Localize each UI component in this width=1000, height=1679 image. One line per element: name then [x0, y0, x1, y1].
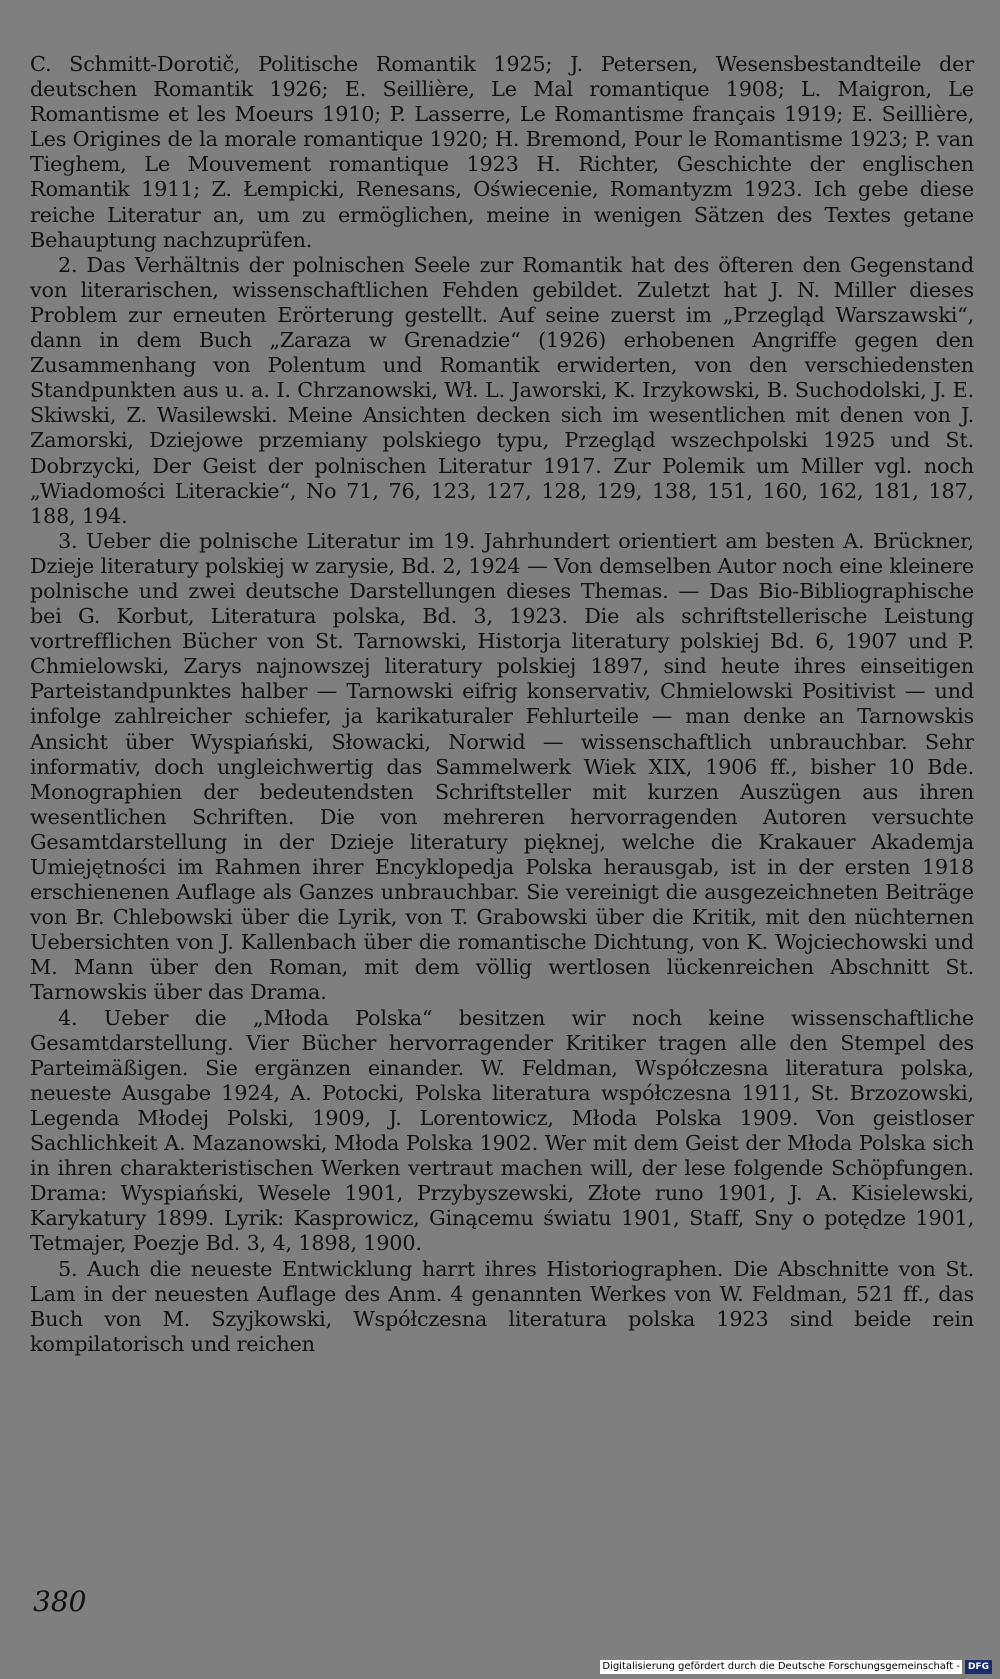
- footnote-paragraph-2: 2. Das Verhältnis der polnischen Seele zur Romantik hat des öfteren den Gegenstand von literarischen, wissenschaftlichen Fehden gebildet. Zuletzt hat J. N. Miller dieses Problem zur erneuten Erörterung gestellt. Auf seine zuerst im „Przegląd Warszawski“, dann in dem Buch „Zaraza w Grenadzie“ (1926) erhobenen Angriffe gegen den Zusammenhang von Polentum und Romantik erwiderten, von den verschiedensten Standpunkten aus u. a. I. Chrzanowski, Wł. L. Jaworski, K. Irzykowski, B. Suchodolski, J. E. Skiwski, Z. Wasilewski. Meine Ansichten decken sich im wesentlichen mit denen von J. Zamorski, Dziejowe przemiany polskiego typu, Przegląd wszechpolski 1925 und St. Dobrzycki, Der Geist der polnischen Literatur 1917. Zur Polemik um Miller vgl. noch „Wiadomości Literackie“, No 71, 76, 123, 127, 128, 129, 138, 151, 160, 162, 181, 187, 188, 194.: [30, 252, 974, 528]
- footnote-paragraph-1: C. Schmitt-Dorotič, Politische Romantik 1925; J. Petersen, Wesensbestandteile der deutschen Romantik 1926; E. Seillière, Le Mal romantique 1908; L. Maigron, Le Romantisme et les Moeurs 1910; P. Lasserre, Le Romantisme français 1919; E. Seillière, Les Origines de la morale romantique 1920; H. Bremond, Pour le Romantisme 1923; P. van Tieghem, Le Mouvement romantique 1923 H. Richter, Geschichte der englischen Romantik 1911; Z. Łempicki, Renesans, Oświecenie, Romantyzm 1923. Ich gebe diese reiche Literatur an, um zu ermöglichen, meine in wenigen Sätzen des Textes getane Behauptung nachzuprüfen.: [30, 52, 974, 252]
- page-number: 380: [33, 1585, 87, 1618]
- footer-credit-text: Digitalisierung gefördert durch die Deutsche Forschungsgemeinschaft -: [602, 1661, 960, 1672]
- digitization-footer: [600, 1660, 992, 1674]
- footnote-paragraph-4: 4. Ueber die „Młoda Polska“ besitzen wir noch keine wissenschaftliche Gesamtdarstellung. Vier Bücher hervorragender Kritiker tragen alle den Stempel des Parteimäßigen. Sie ergänzen einander. W. Feldman, Współczesna literatura polska, neueste Ausgabe 1924, A. Potocki, Polska literatura współczesna 1911, St. Brzozowski, Legenda Młodej Polski, 1909, J. Lorentowicz, Młoda Polska 1909. Von geistloser Sachlichkeit A. Mazanowski, Młoda Polska 1902. Wer mit dem Geist der Młoda Polska sich in ihren charakteristischen Werken vertraut machen will, der lese folgende Schöpfungen. Drama: Wyspiański, Wesele 1901, Przybyszewski, Złote runo 1901, J. A. Kisielewski, Karykatury 1899. Lyrik: Kasprowicz, Ginącemu światu 1901, Staff, Sny o potędze 1901, Tetmajer, Poezje Bd. 3, 4, 1898, 1900.: [30, 1005, 974, 1256]
- document-page: [30, 52, 974, 1357]
- footnote-paragraph-5: 5. Auch die neueste Entwicklung harrt ihres Historiographen. Die Abschnitte von St. Lam in der neuesten Auflage des Anm. 4 genannten Werkes von W. Feldman, 521 ff., das Buch von M. Szyjkowski, Współczesna literatura polska 1923 sind beide rein kompilatorisch und reichen: [30, 1256, 974, 1356]
- footnote-paragraph-3: 3. Ueber die polnische Literatur im 19. Jahrhundert orientiert am besten A. Brückner, Dzieje literatury polskiej w zarysie, Bd. 2, 1924 — Von demselben Autor noch eine kleinere polnische und zwei deutsche Darstellungen dieses Themas. — Das Bio-Bibliographische bei G. Korbut, Literatura polska, Bd. 3, 1923. Die als schriftstellerische Leistung vortrefflichen Bücher von St. Tarnowski, Historja literatury polskiej Bd. 6, 1907 und P. Chmielowski, Zarys najnowszej literatury polskiej 1897, sind heute ihres einseitigen Parteistandpunktes halber — Tarnowski eifrig konservativ, Chmielowski Positivist — und infolge zahlreicher schiefer, ja karikaturaler Fehlurteile — man denke an Tarnowskis Ansicht über Wyspiański, Słowacki, Norwid — wissenschaftlich unbrauchbar. Sehr informativ, doch ungleichwertig das Sammelwerk Wiek XIX, 1906 ff., bisher 10 Bde. Monographien der bedeutendsten Schriftsteller mit kurzen Auszügen aus ihren wesentlichen Schriften. Die von mehreren hervorragenden Autoren versuchte Gesamtdarstellung in der Dzieje literatury pięknej, welche die Krakauer Akademja Umiejętności im Rahmen ihrer Encyklopedja Polska herausgab, ist in der ersten 1918 erschienenen Auflage als Ganzes unbrauchbar. Sie vereinigt die ausgezeichneten Beiträge von Br. Chlebowski über die Lyrik, von T. Grabowski über die Kritik, mit den nüchternen Uebersichten von J. Kallenbach über die romantische Dichtung, von K. Wojciechowski und M. Mann über den Roman, mit dem völlig wertlosen lückenreichen Abschnitt St. Tarnowskis über das Drama.: [30, 528, 974, 1005]
- dfg-logo-icon: DFG: [965, 1660, 992, 1674]
